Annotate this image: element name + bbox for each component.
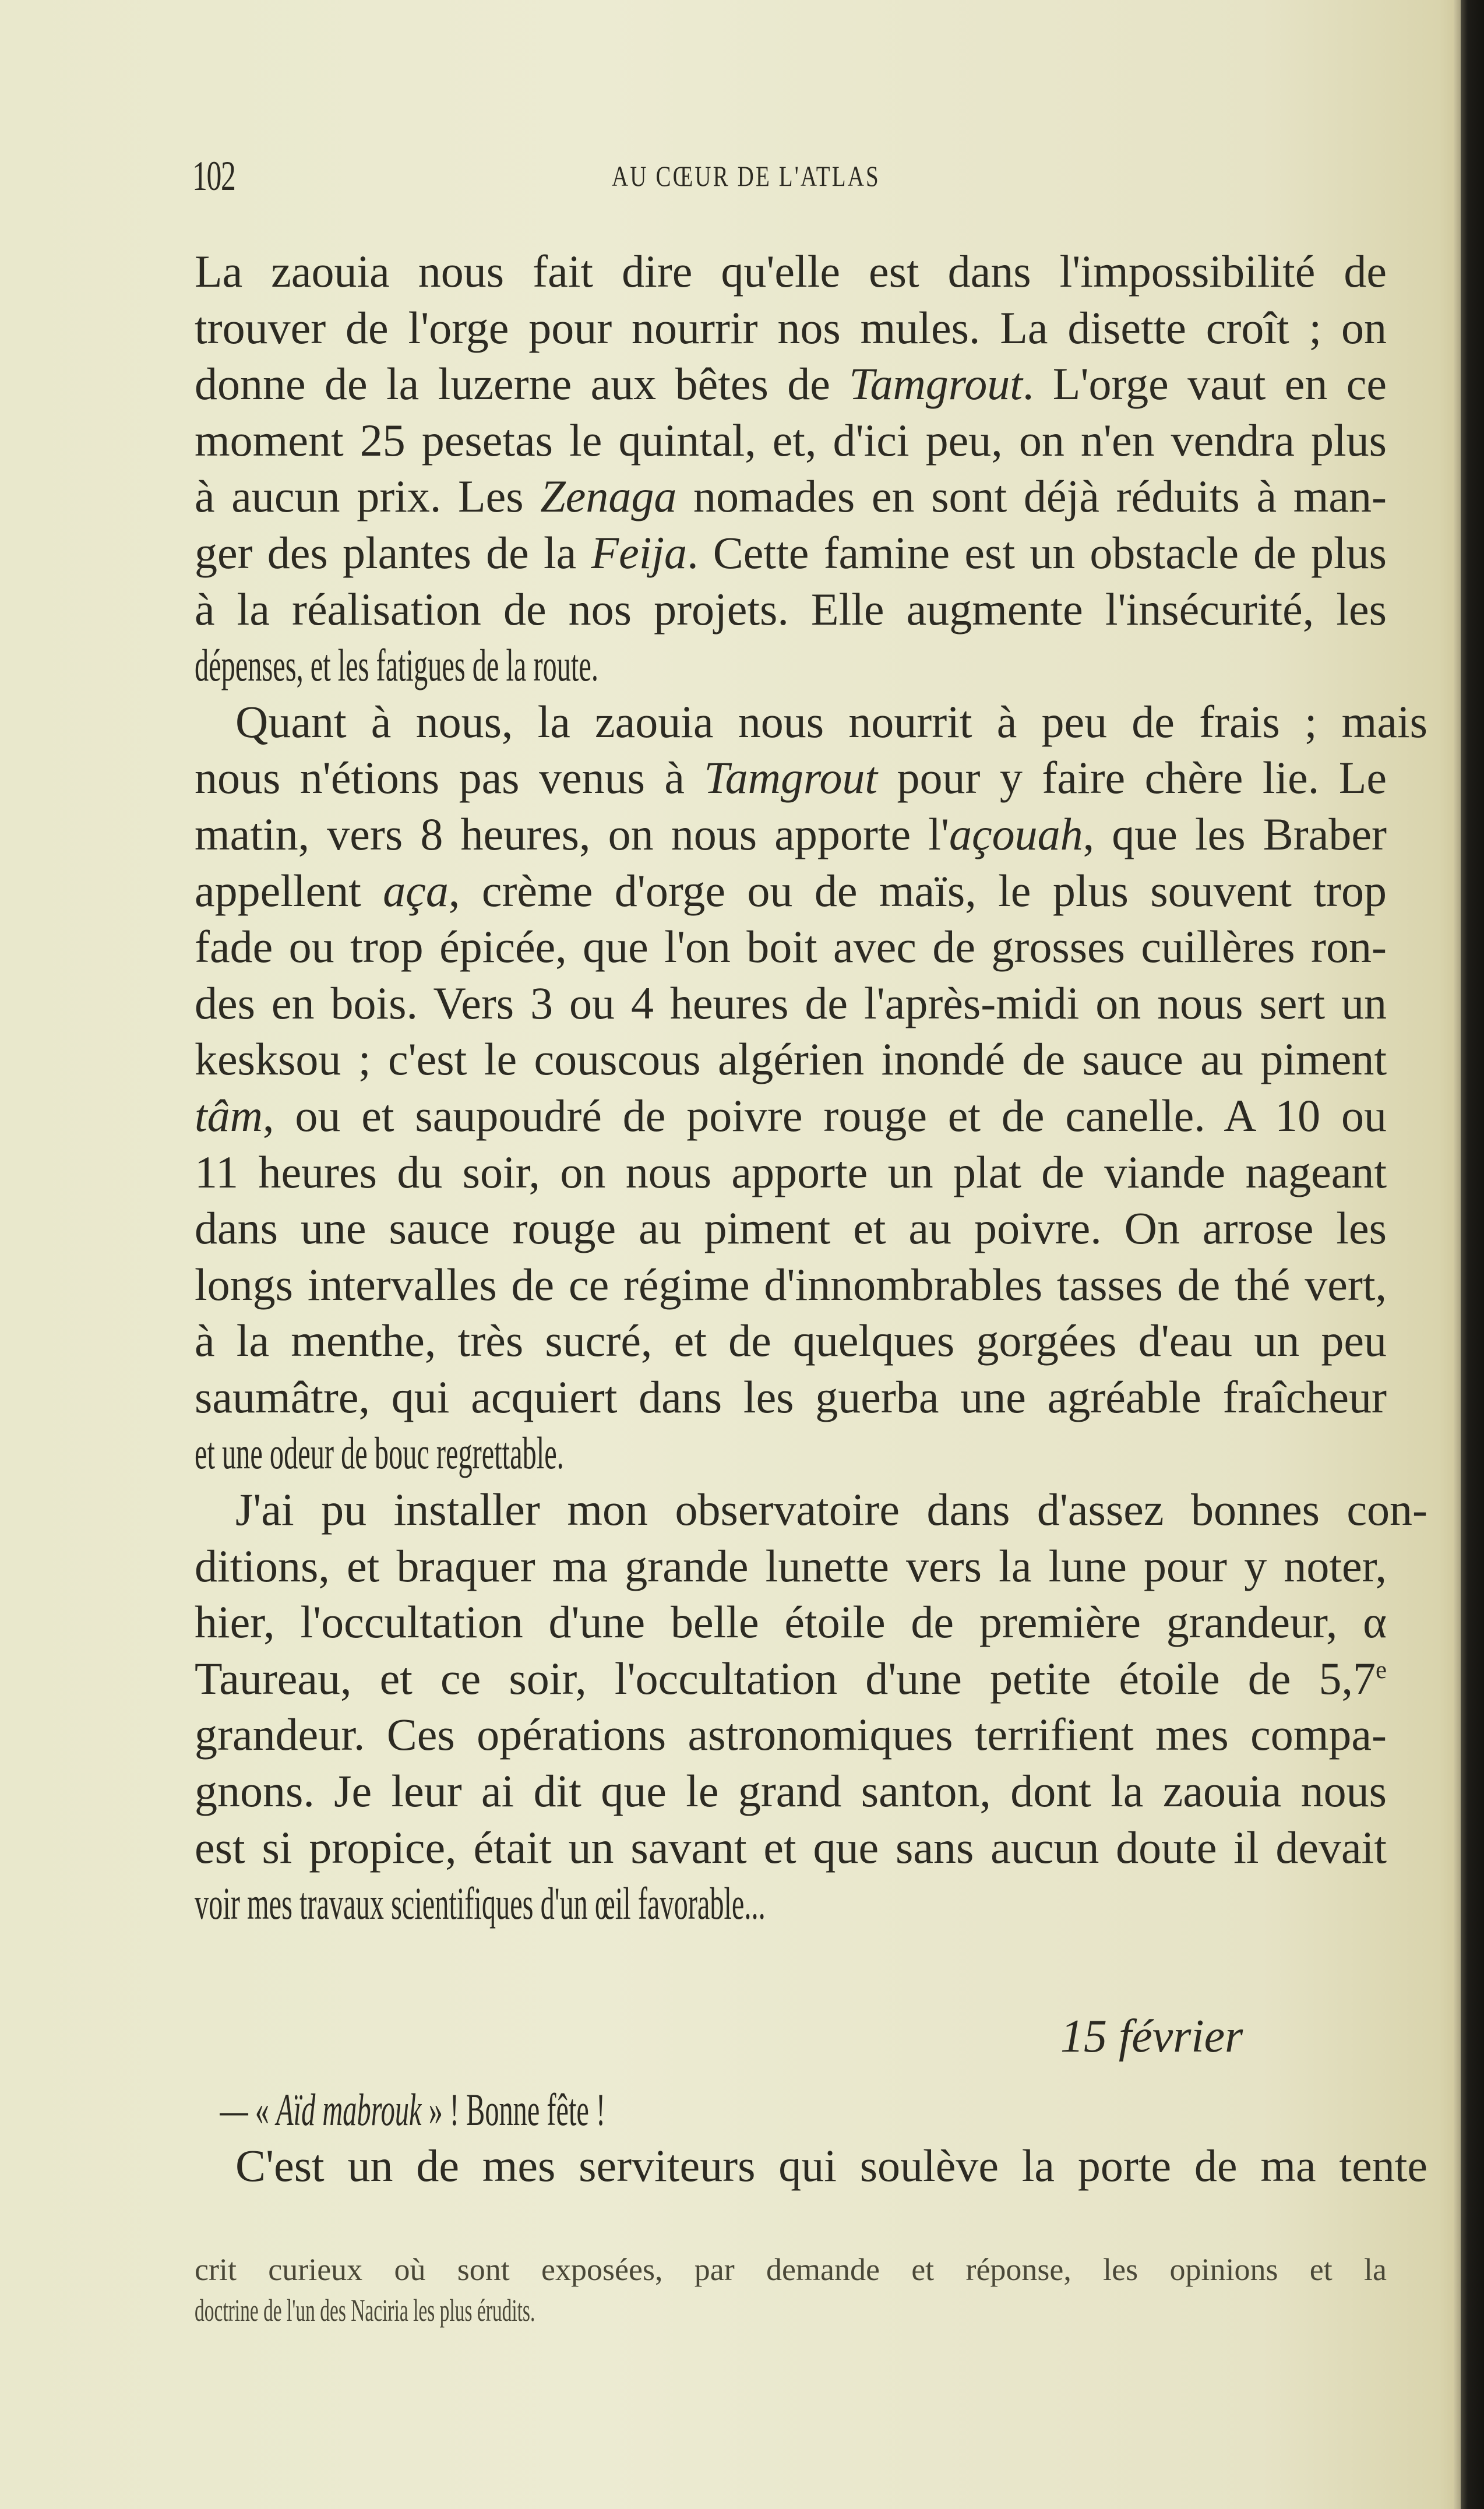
text-run: à aucun prix. Les	[195, 471, 541, 522]
text-line: trouver de l'orge pour nourrir nos mules. La disette croît ; on	[195, 302, 1387, 353]
running-title: AU CŒUR DE L'ATLAS	[612, 160, 880, 192]
text-line	[195, 356, 1387, 413]
page-gutter-shadow	[1454, 0, 1461, 2509]
text-line: longs intervalles de ce régime d'innombrables tasses de thé vert,	[195, 1259, 1387, 1310]
text-line	[195, 1088, 1387, 1144]
text-run: ger des plantes de la	[195, 527, 591, 578]
text-line: voir mes travaux scientifiques d'un œil favorable...	[195, 1878, 766, 1929]
dialogue-line	[195, 2082, 1412, 2138]
italic-term: açouah	[949, 808, 1083, 859]
dialogue-paragraph	[195, 2082, 1427, 2194]
text-line: 11 heures du soir, on nous apporte un plat de viande nageant	[195, 1146, 1387, 1197]
text-line: et une odeur de bouc regrettable.	[195, 1428, 564, 1479]
italic-term: aça	[383, 865, 449, 916]
italic-term: tâm	[195, 1090, 263, 1141]
page-number: 102	[192, 153, 235, 199]
book-binding-edge	[1461, 0, 1484, 2509]
dialogue-rest: » ! Bonne fête !	[421, 2084, 606, 2135]
text-line: La zaouia nous fait dire qu'elle est dans l'impossibilité de	[195, 246, 1387, 297]
text-run: matin, vers 8 heures, on nous apporte l'	[195, 808, 950, 859]
superscript: e	[1375, 1656, 1387, 1684]
text-line	[195, 468, 1387, 525]
text-line	[195, 863, 1387, 919]
text-line: hier, l'occultation d'une belle étoile de première grandeur, α	[195, 1597, 1387, 1648]
running-head	[192, 153, 1387, 199]
italic-term: Tamgrout	[704, 752, 878, 804]
text-line: dépenses, et les fatigues de la route.	[195, 640, 598, 691]
text-line	[195, 525, 1387, 582]
text-line: Quant à nous, la zaouia nous nourrit à peu de frais ; mais	[235, 696, 1427, 747]
text-line: est si propice, était un savant et que sans aucun doute il devait	[195, 1821, 1387, 1873]
text-line: gnons. Je leur ai dit que le grand santon, dont la zaouia nous	[195, 1766, 1387, 1817]
footnote-line: doctrine de l'un des Naciria les plus érudits.	[195, 2293, 535, 2328]
text-line: à la réalisation de nos projets. Elle augmente l'insécurité, les	[195, 583, 1387, 635]
italic-term: Tamgrout	[849, 358, 1023, 410]
text-line: des en bois. Vers 3 ou 4 heures de l'après-midi on nous sert un	[195, 977, 1387, 1028]
date-heading: 15 février	[1060, 2011, 1243, 2062]
body-text	[195, 244, 1427, 1932]
text-run: appellent	[195, 865, 383, 916]
text-line	[195, 750, 1387, 806]
text-run: donne de la luzerne aux bêtes de	[195, 358, 849, 410]
footnote-line: crit curieux où sont exposées, par demande et réponse, les opinions et la	[195, 2252, 1387, 2287]
dialogue-italic: Aïd mabrouk	[276, 2084, 422, 2135]
text-line: dans une sauce rouge au piment et au poivre. On arrose les	[195, 1203, 1387, 1254]
text-run: nomades en sont déjà réduits à man-	[676, 471, 1387, 522]
text-line	[195, 1651, 1387, 1707]
text-run: , que les Braber	[1083, 808, 1387, 859]
text-line: saumâtre, qui acquiert dans les guerba une agréable fraîcheur	[195, 1371, 1387, 1422]
footnote	[195, 2249, 1387, 2331]
text-line: à la menthe, très sucré, et de quelques gorgées d'eau un peu	[195, 1315, 1387, 1366]
text-line: fade ou trop épicée, que l'on boit avec de grosses cuillères ron-	[195, 921, 1387, 972]
text-run: , ou et saupoudré de poivre rouge et de canelle. A 10 ou	[263, 1090, 1387, 1141]
text-line: moment 25 pesetas le quintal, et, d'ici peu, on n'en vendra plus	[195, 414, 1387, 466]
dialogue-dash: — «	[220, 2084, 277, 2135]
text-run: . L'orge vaut en ce	[1022, 358, 1387, 410]
text-line: J'ai pu installer mon observatoire dans d'assez bonnes con-	[235, 1484, 1427, 1535]
text-line: C'est un de mes serviteurs qui soulève la porte de ma tente	[235, 2140, 1427, 2191]
text-line: kesksou ; c'est le couscous algérien inondé de sauce au piment	[195, 1034, 1387, 1085]
italic-term: Zenaga	[540, 471, 677, 522]
text-run: Taureau, et ce soir, l'occultation d'une petite étoile de 5,7	[195, 1652, 1376, 1704]
text-line: ditions, et braquer ma grande lunette vers la lune pour y noter,	[195, 1540, 1387, 1591]
italic-term: Feija	[591, 527, 688, 578]
text-run: nous n'étions pas venus à	[195, 752, 704, 804]
text-line	[195, 806, 1387, 863]
text-line: grandeur. Ces opérations astronomiques terrifient mes compa-	[195, 1709, 1387, 1760]
text-run: , crème d'orge ou de maïs, le plus souvent trop	[448, 865, 1387, 916]
text-run: pour y faire chère lie. Le	[877, 752, 1387, 804]
text-run: . Cette famine est un obstacle de plus	[687, 527, 1387, 578]
